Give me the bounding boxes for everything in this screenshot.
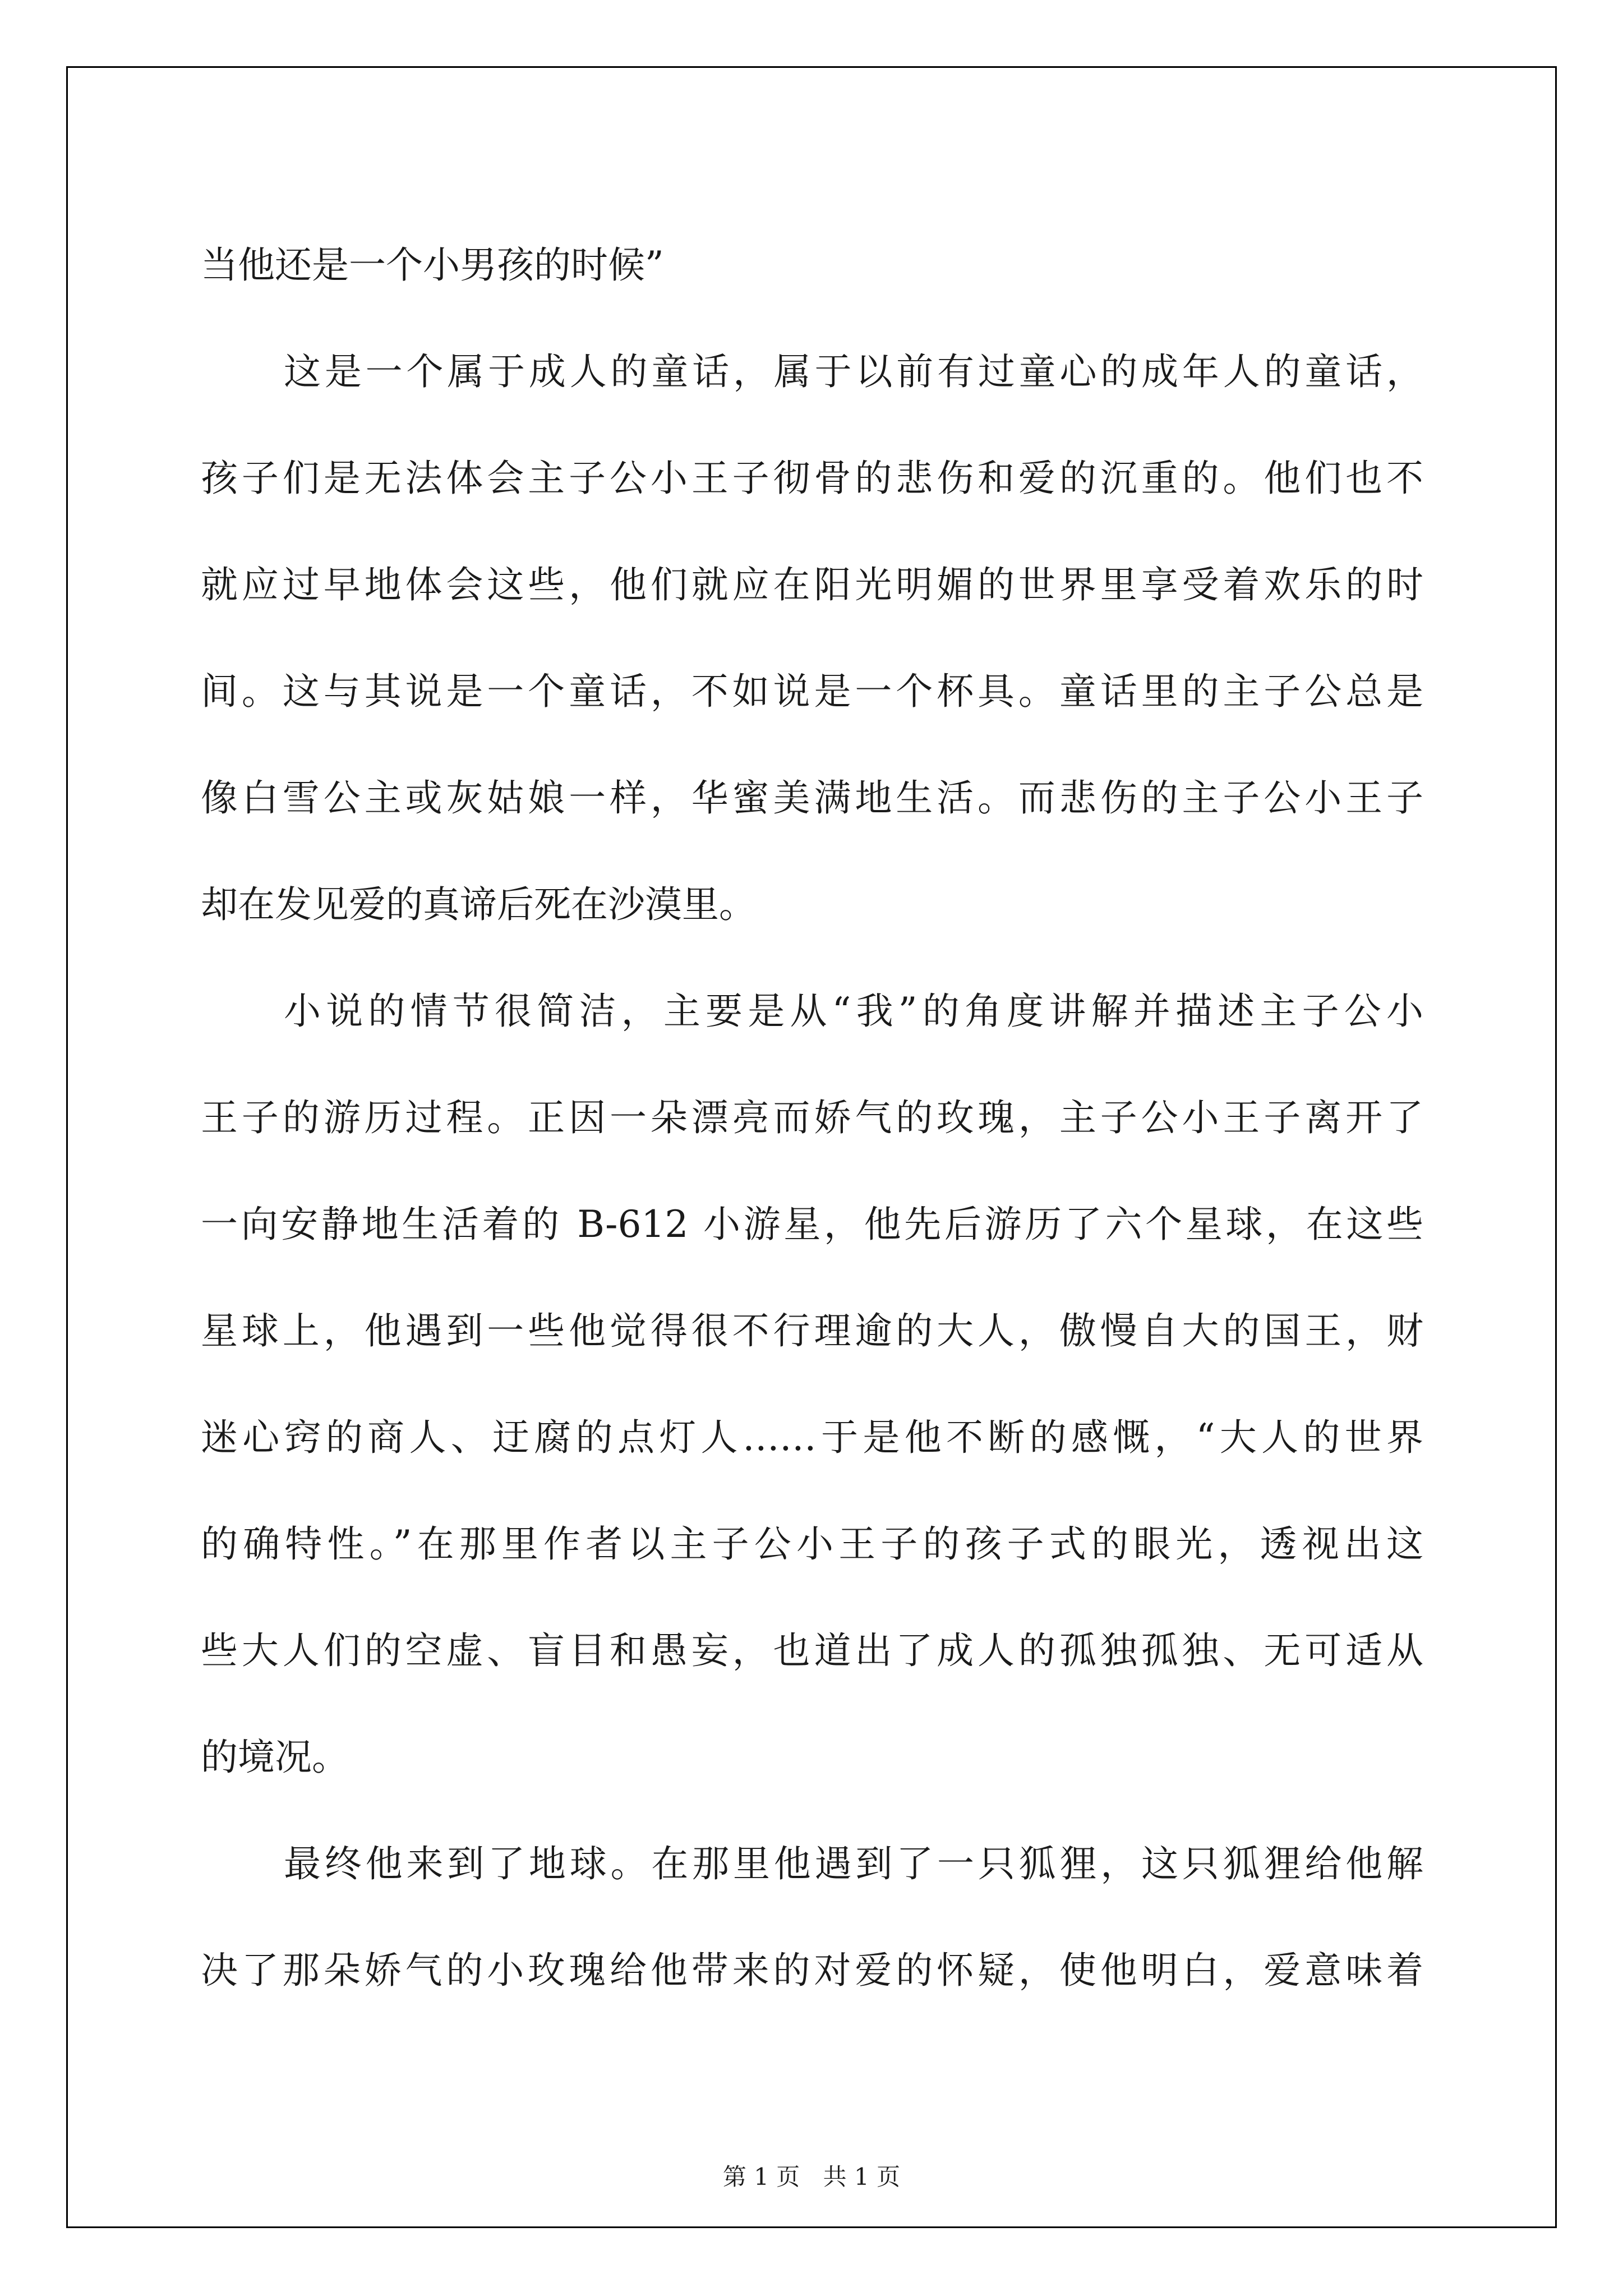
text-line: 的确特性。”在那里作者以主子公小王子的孩子式的眼光，透视出这 [201, 1522, 1423, 1566]
page-number: 第 1 页 [722, 2163, 800, 2191]
text-line: 的境况。 [201, 1736, 349, 1779]
text-line: 决了那朵娇气的小玫瑰给他带来的对爱的怀疑，使他明白，爱意味着 [201, 1949, 1423, 1992]
text-line: 迷心窍的商人、迂腐的点灯人……于是他不断的感慨，“大人的世界 [201, 1416, 1423, 1459]
text-line: 当他还是一个小男孩的时候” [201, 243, 664, 287]
text-line: 些大人们的空虚、盲目和愚妄，也道出了成人的孤独孤独、无可适从 [201, 1629, 1423, 1672]
text-line: 一向安静地生活着的 B-612 小游星，他先后游历了六个星球，在这些 [201, 1203, 1423, 1246]
text-line: 间。这与其说是一个童话，不如说是一个杯具。童话里的主子公总是 [201, 670, 1423, 713]
text-line: 像白雪公主或灰姑娘一样，华蜜美满地生活。而悲伤的主子公小王子 [201, 776, 1423, 820]
text-line: 最终他来到了地球。在那里他遇到了一只狐狸，这只狐狸给他解 [284, 1842, 1423, 1885]
document-body [201, 212, 1423, 2024]
text-line: 这是一个属于成人的童话，属于以前有过童心的成年人的童话， [284, 350, 1423, 393]
page-footer [0, 2159, 1623, 2192]
text-line: 却在发见爱的真谛后死在沙漠里。 [201, 883, 756, 926]
text-line: 孩子们是无法体会主子公小王子彻骨的悲伤和爱的沉重的。他们也不 [201, 457, 1423, 500]
text-line: 小说的情节很简洁，主要是从“我”的角度讲解并描述主子公小 [284, 990, 1423, 1033]
page-total: 共 1 页 [823, 2163, 901, 2191]
text-line: 就应过早地体会这些，他们就应在阳光明媚的世界里享受着欢乐的时 [201, 563, 1423, 606]
text-line: 星球上，他遇到一些他觉得很不行理逾的大人，傲慢自大的国王，财 [201, 1309, 1423, 1352]
text-line: 王子的游历过程。正因一朵漂亮而娇气的玫瑰，主子公小王子离开了 [201, 1096, 1423, 1139]
